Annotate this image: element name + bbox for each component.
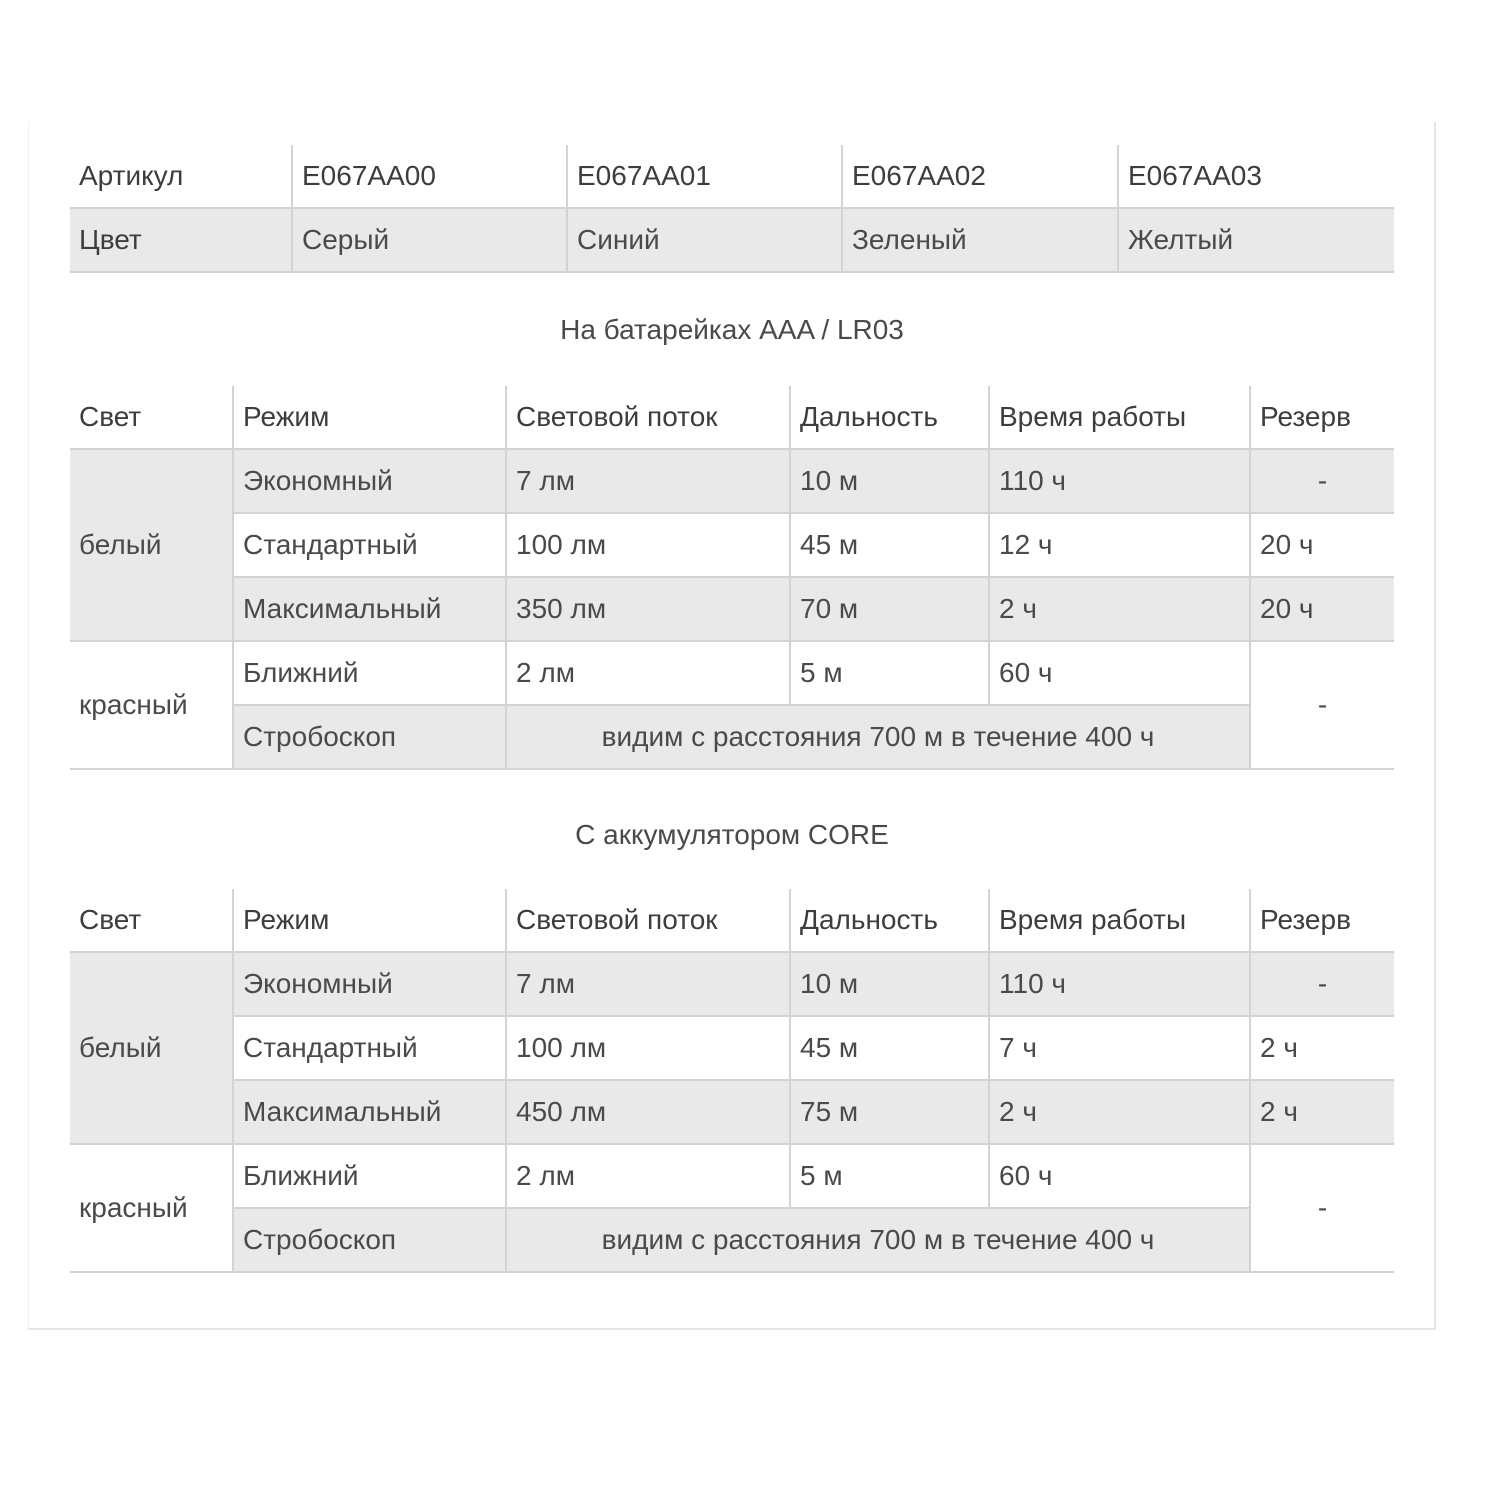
column-header: Время работы bbox=[989, 889, 1250, 952]
article-row bbox=[70, 145, 1394, 208]
core-specs-table bbox=[70, 889, 1394, 1273]
flux-cell: 2 лм bbox=[506, 641, 790, 705]
color-cell: Синий bbox=[567, 208, 842, 272]
column-header: Режим bbox=[233, 386, 506, 449]
table-row bbox=[70, 449, 1394, 513]
article-cell: E067AA00 bbox=[292, 145, 567, 208]
color-cell: Серый bbox=[292, 208, 567, 272]
battery-specs-table bbox=[70, 386, 1394, 770]
reserve-cell: 20 ч bbox=[1250, 513, 1394, 577]
column-header: Световой поток bbox=[506, 386, 790, 449]
strobe-note: видим с расстояния 700 м в течение 400 ч bbox=[506, 705, 1250, 769]
battery-section-caption: На батарейках AAA / LR03 bbox=[560, 314, 904, 345]
range-cell: 10 м bbox=[790, 449, 989, 513]
time-cell: 110 ч bbox=[989, 449, 1250, 513]
column-header: Резерв bbox=[1250, 386, 1394, 449]
color-label: Цвет bbox=[70, 208, 292, 272]
range-cell: 5 м bbox=[790, 1144, 989, 1208]
table-row bbox=[70, 1144, 1394, 1208]
light-red-label: красный bbox=[70, 1144, 233, 1272]
reserve-cell: - bbox=[1250, 1144, 1394, 1272]
time-cell: 7 ч bbox=[989, 1016, 1250, 1080]
flux-cell: 100 лм bbox=[506, 1016, 790, 1080]
column-header: Световой поток bbox=[506, 889, 790, 952]
flux-cell: 2 лм bbox=[506, 1144, 790, 1208]
range-cell: 70 м bbox=[790, 577, 989, 641]
light-white-label: белый bbox=[70, 449, 233, 641]
core-section-caption: С аккумулятором CORE bbox=[575, 819, 889, 850]
range-cell: 45 м bbox=[790, 1016, 989, 1080]
mode-cell: Стробоскоп bbox=[233, 1208, 506, 1272]
time-cell: 2 ч bbox=[989, 577, 1250, 641]
table-header-row bbox=[70, 386, 1394, 449]
light-white-label: белый bbox=[70, 952, 233, 1144]
mode-cell: Стандартный bbox=[233, 1016, 506, 1080]
reserve-cell: - bbox=[1250, 449, 1394, 513]
column-header: Свет bbox=[70, 386, 233, 449]
reserve-cell: - bbox=[1250, 641, 1394, 769]
time-cell: 2 ч bbox=[989, 1080, 1250, 1144]
column-header: Резерв bbox=[1250, 889, 1394, 952]
column-header: Дальность bbox=[790, 889, 989, 952]
color-row bbox=[70, 208, 1394, 272]
reserve-cell: 2 ч bbox=[1250, 1016, 1394, 1080]
table-row bbox=[70, 641, 1394, 705]
flux-cell: 350 лм bbox=[506, 577, 790, 641]
flux-cell: 7 лм bbox=[506, 952, 790, 1016]
reserve-cell: 20 ч bbox=[1250, 577, 1394, 641]
article-cell: E067AA02 bbox=[842, 145, 1118, 208]
color-cell: Желтый bbox=[1118, 208, 1394, 272]
time-cell: 60 ч bbox=[989, 641, 1250, 705]
mode-cell: Ближний bbox=[233, 641, 506, 705]
range-cell: 75 м bbox=[790, 1080, 989, 1144]
mode-cell: Максимальный bbox=[233, 577, 506, 641]
flux-cell: 450 лм bbox=[506, 1080, 790, 1144]
table-row bbox=[70, 513, 1394, 577]
column-header: Дальность bbox=[790, 386, 989, 449]
strobe-note: видим с расстояния 700 м в течение 400 ч bbox=[506, 1208, 1250, 1272]
product-table bbox=[70, 145, 1394, 273]
time-cell: 60 ч bbox=[989, 1144, 1250, 1208]
flux-cell: 7 лм bbox=[506, 449, 790, 513]
flux-cell: 100 лм bbox=[506, 513, 790, 577]
mode-cell: Ближний bbox=[233, 1144, 506, 1208]
column-header: Время работы bbox=[989, 386, 1250, 449]
article-cell: E067AA03 bbox=[1118, 145, 1394, 208]
table-header-row bbox=[70, 889, 1394, 952]
column-header: Свет bbox=[70, 889, 233, 952]
reserve-cell: - bbox=[1250, 952, 1394, 1016]
mode-cell: Экономный bbox=[233, 449, 506, 513]
table-row bbox=[70, 952, 1394, 1016]
mode-cell: Стробоскоп bbox=[233, 705, 506, 769]
article-label: Артикул bbox=[70, 145, 292, 208]
table-row bbox=[70, 1208, 1394, 1272]
mode-cell: Максимальный bbox=[233, 1080, 506, 1144]
color-cell: Зеленый bbox=[842, 208, 1118, 272]
table-row bbox=[70, 705, 1394, 769]
light-red-label: красный bbox=[70, 641, 233, 769]
column-header: Режим bbox=[233, 889, 506, 952]
mode-cell: Экономный bbox=[233, 952, 506, 1016]
time-cell: 12 ч bbox=[989, 513, 1250, 577]
table-row bbox=[70, 577, 1394, 641]
table-row bbox=[70, 1080, 1394, 1144]
article-cell: E067AA01 bbox=[567, 145, 842, 208]
range-cell: 5 м bbox=[790, 641, 989, 705]
range-cell: 10 м bbox=[790, 952, 989, 1016]
range-cell: 45 м bbox=[790, 513, 989, 577]
mode-cell: Стандартный bbox=[233, 513, 506, 577]
reserve-cell: 2 ч bbox=[1250, 1080, 1394, 1144]
time-cell: 110 ч bbox=[989, 952, 1250, 1016]
table-row bbox=[70, 1016, 1394, 1080]
